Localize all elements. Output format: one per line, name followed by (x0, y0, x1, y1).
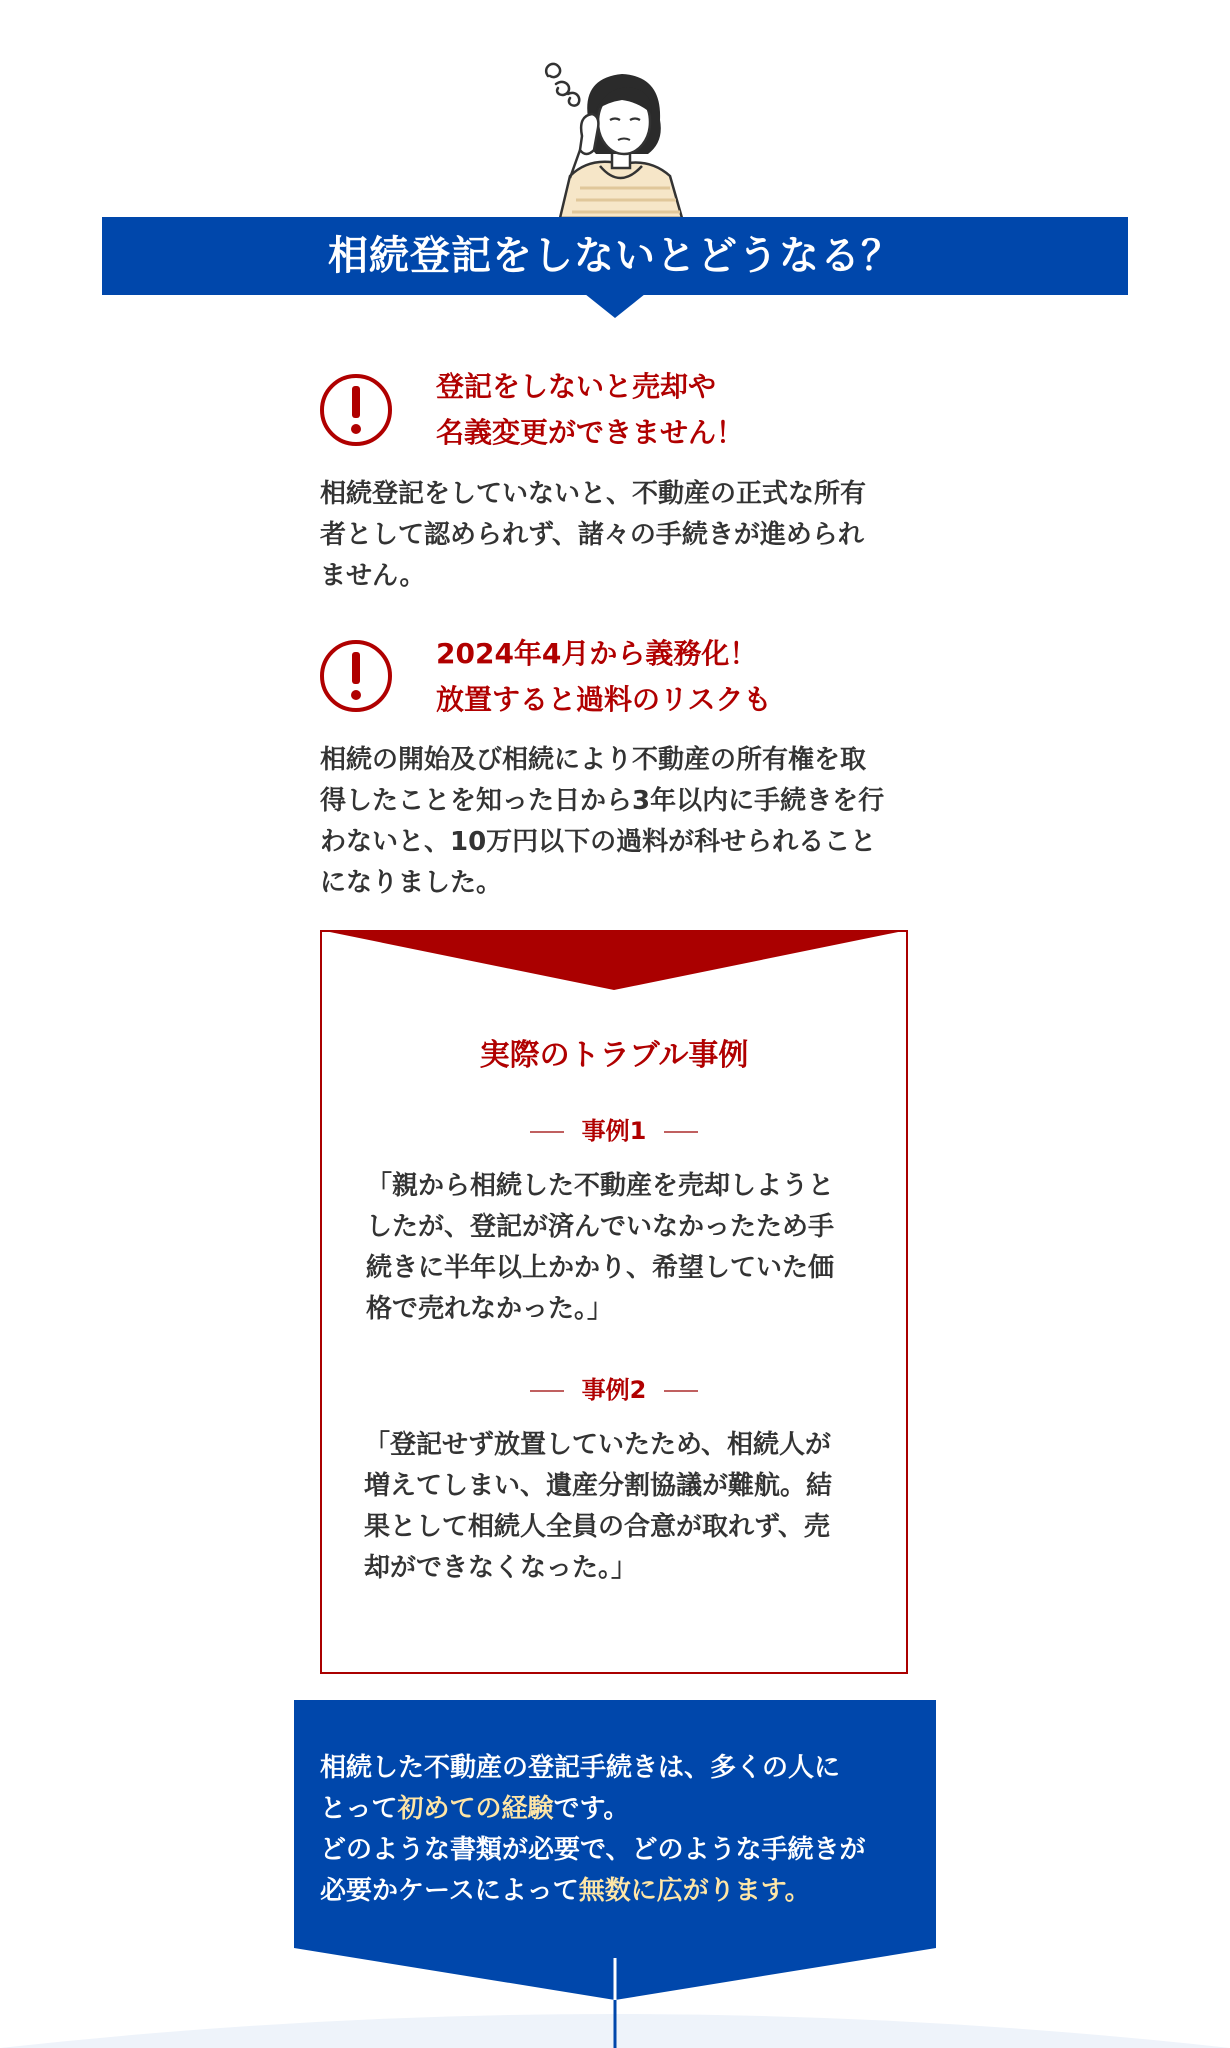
bottom-line: 相続した不動産の登記手続きは、多くの人に (320, 1753, 841, 1783)
label-dash (664, 1390, 698, 1392)
case-box-chevron-icon (320, 930, 908, 992)
case-2-line: 増えてしまい、遺産分割協議が難航。結 (364, 1471, 833, 1501)
highlight-text: 無数に広がります。 (578, 1876, 811, 1906)
warning-1-title-line: 名義変更ができません！ (436, 416, 745, 449)
bottom-line: どのような書類が必要で、どのような手続きが (320, 1835, 866, 1865)
case-1-label (320, 1115, 908, 1147)
warning-1-body (320, 474, 866, 597)
bottom-text-span: とって (320, 1794, 398, 1824)
trouble-cases-heading: 実際のトラブル事例 (479, 1038, 749, 1073)
page-title: 相続登記をしないとどうなる？ (328, 233, 902, 279)
warning-2-body-line: 相続の開始及び相続により不動産の所有権を取 (320, 745, 867, 775)
exclamation-circle-icon (318, 372, 394, 448)
banner-arrow-icon (585, 294, 645, 318)
warning-2-body-line: 得したことを知った日から3年以内に手続きを行 (320, 786, 885, 816)
case-2-label (320, 1374, 908, 1406)
case-1-text (366, 1166, 834, 1330)
exclamation-circle-icon (318, 638, 394, 714)
warning-1-title (436, 364, 744, 456)
case-2-text (364, 1425, 832, 1589)
case-1-line: したが、登記が済んでいなかったため手 (366, 1212, 835, 1242)
highlight-text: 初めての経験 (397, 1794, 554, 1824)
case-2-line: 却ができなくなった。」 (364, 1553, 638, 1583)
bottom-text-span: です。 (553, 1794, 630, 1824)
warning-2-body (320, 740, 884, 904)
label-dash (530, 1390, 564, 1392)
case-2-label-text: 事例2 (581, 1376, 647, 1404)
case-2-line: 果として相続人全員の合意が取れず、売 (364, 1512, 830, 1542)
warning-1-body-line: 者として認められず、諸々の手続きが進められ (320, 520, 864, 550)
case-1-line: 「親から相続した不動産を売却しようと (366, 1171, 835, 1201)
case-1-label-text: 事例1 (581, 1117, 647, 1145)
warning-2-body-line: わないと、10万円以下の過料が科せられること (320, 827, 877, 857)
case-1-line: 格で売れなかった。」 (366, 1294, 614, 1324)
bottom-message (320, 1748, 920, 1912)
bottom-line (320, 1789, 920, 1830)
warning-1-body-line: 相続登記をしていないと、不動産の正式な所有 (320, 479, 867, 509)
case-1-line: 続きに半年以上かかり、希望していた価 (366, 1253, 835, 1283)
thinking-woman-illustration (530, 58, 710, 218)
label-dash (530, 1131, 564, 1133)
label-dash (664, 1131, 698, 1133)
bottom-text-span: 必要かケースによって (320, 1876, 579, 1906)
warning-2-title-line: 2024年4月から義務化！ (436, 637, 758, 670)
warning-2-body-line: になりました。 (320, 868, 503, 898)
warning-2-title (436, 631, 771, 723)
warning-2-title-line: 放置すると過料のリスクも (436, 683, 772, 716)
bottom-line (320, 1871, 920, 1912)
warning-1-title-line: 登記をしないと売却や (436, 370, 717, 403)
warning-1-body-line: ません。 (320, 561, 426, 591)
case-2-line: 「登記せず放置していたため、相続人が (364, 1430, 831, 1460)
